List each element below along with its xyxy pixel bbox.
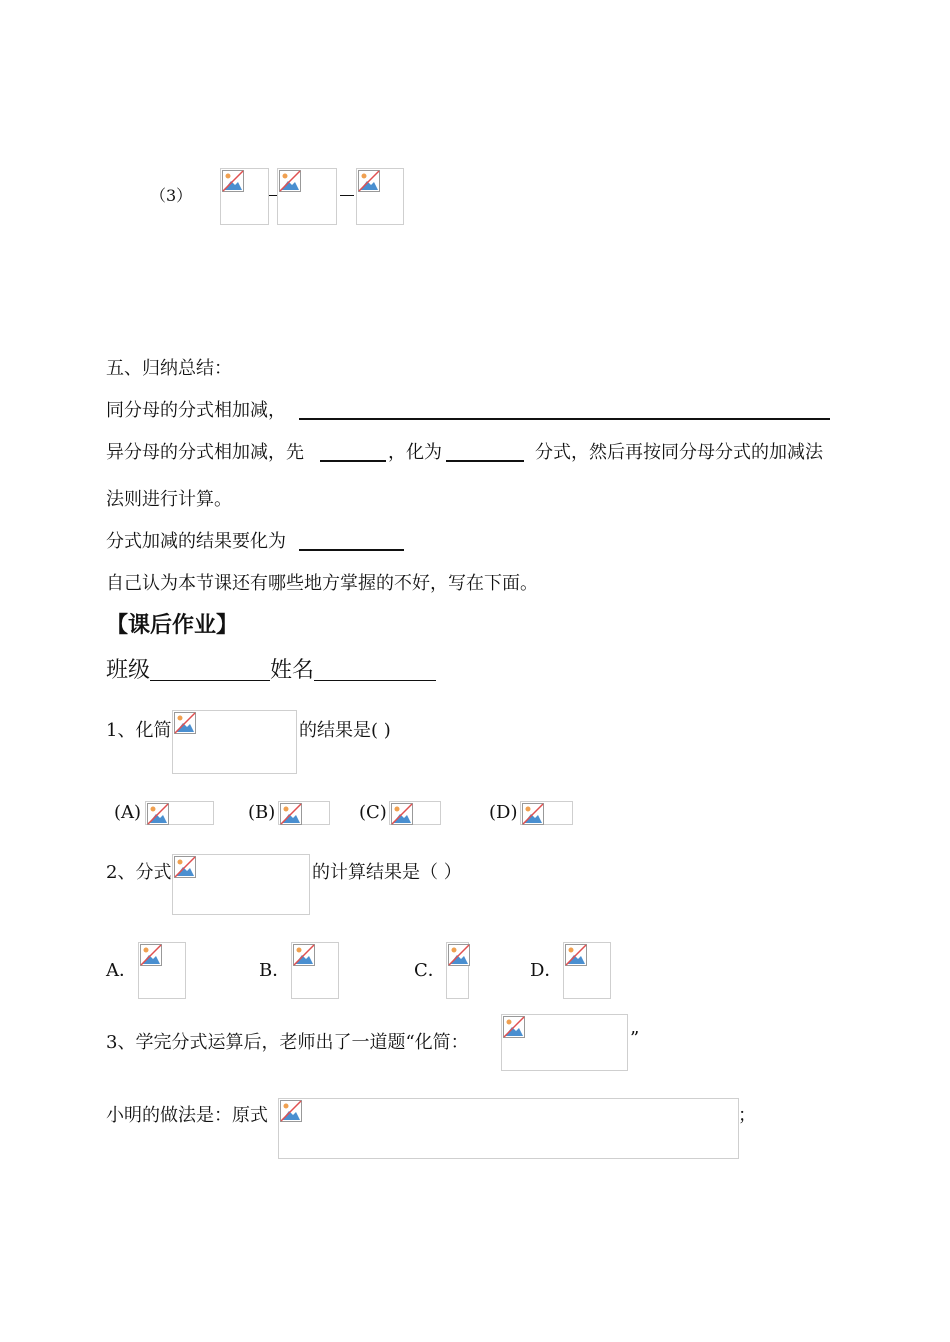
formula-image — [172, 854, 310, 915]
formula-image — [277, 168, 337, 225]
q2-option-c-label: C． — [414, 960, 446, 981]
formula-image — [278, 1098, 739, 1159]
broken-image-icon — [448, 944, 470, 966]
q2-option-b-label: B． — [259, 960, 291, 981]
q2-option-d-label: D． — [530, 960, 563, 981]
broken-image-icon — [293, 944, 315, 966]
broken-image-icon — [280, 1100, 302, 1122]
option-image[interactable] — [138, 942, 186, 999]
fill-blank[interactable] — [299, 418, 830, 420]
summary-line2-mid: ，化为 — [388, 442, 442, 463]
formula-image — [356, 168, 404, 225]
formula-image — [220, 168, 269, 225]
option-image[interactable] — [389, 801, 441, 825]
broken-image-icon — [358, 170, 380, 192]
q3-line2-prefix: 小明的做法是：原式 — [106, 1105, 268, 1126]
class-input-line[interactable] — [150, 680, 270, 681]
summary-line3: 法则进行计算。 — [106, 489, 232, 510]
q1-option-d-label: (D) — [489, 802, 518, 823]
broken-image-icon — [280, 803, 302, 825]
q1-option-c-label: (C) — [359, 802, 387, 823]
class-label: 班级 — [106, 658, 151, 683]
broken-image-icon — [279, 170, 301, 192]
summary-line2-suffix: 分式，然后再按同分母分式的加减法 — [535, 442, 823, 463]
broken-image-icon — [391, 803, 413, 825]
summary-line2-prefix: 异分母的分式相加减，先 — [106, 442, 304, 463]
minus-sign — [340, 195, 354, 196]
fill-blank[interactable] — [320, 460, 386, 462]
q3-prefix: 3、学完分式运算后，老师出了一道题“化简： — [106, 1032, 469, 1053]
q3-line2-suffix: ； — [738, 1105, 756, 1126]
homework-heading: 【课后作业】 — [106, 612, 239, 638]
q2-suffix: 的计算结果是（ ） — [312, 862, 462, 883]
name-input-line[interactable] — [314, 680, 436, 681]
option-image[interactable] — [520, 801, 573, 825]
option-image[interactable] — [145, 801, 214, 825]
broken-image-icon — [503, 1016, 525, 1038]
option-image[interactable] — [563, 942, 611, 999]
formula-image — [501, 1014, 628, 1071]
summary-heading: 五、归纳总结： — [106, 358, 232, 379]
q1-suffix: 的结果是( ) — [299, 720, 391, 741]
item-3-label: （3） — [150, 186, 193, 205]
q1-option-a-label: (A) — [114, 802, 142, 823]
broken-image-icon — [174, 856, 196, 878]
q2-prefix: 2、分式 — [106, 862, 172, 883]
option-image[interactable] — [278, 801, 330, 825]
q1-prefix: 1、化简 — [106, 720, 172, 741]
q1-option-b-label: (B) — [248, 802, 276, 823]
option-image[interactable] — [446, 942, 469, 999]
formula-image — [172, 710, 297, 774]
broken-image-icon — [522, 803, 544, 825]
broken-image-icon — [174, 712, 196, 734]
broken-image-icon — [140, 944, 162, 966]
summary-line1: 同分母的分式相加减， — [106, 400, 286, 421]
broken-image-icon — [565, 944, 587, 966]
fill-blank[interactable] — [299, 549, 404, 551]
name-label: 姓名 — [270, 658, 315, 683]
summary-line5: 自己认为本节课还有哪些地方掌握的不好，写在下面。 — [106, 573, 538, 594]
summary-line4: 分式加减的结果要化为 — [106, 531, 286, 552]
broken-image-icon — [147, 803, 169, 825]
minus-sign — [269, 195, 277, 196]
broken-image-icon — [222, 170, 244, 192]
q3-suffix: ” — [630, 1028, 640, 1049]
option-image[interactable] — [291, 942, 339, 999]
fill-blank[interactable] — [446, 460, 524, 462]
q2-option-a-label: A． — [106, 960, 137, 981]
